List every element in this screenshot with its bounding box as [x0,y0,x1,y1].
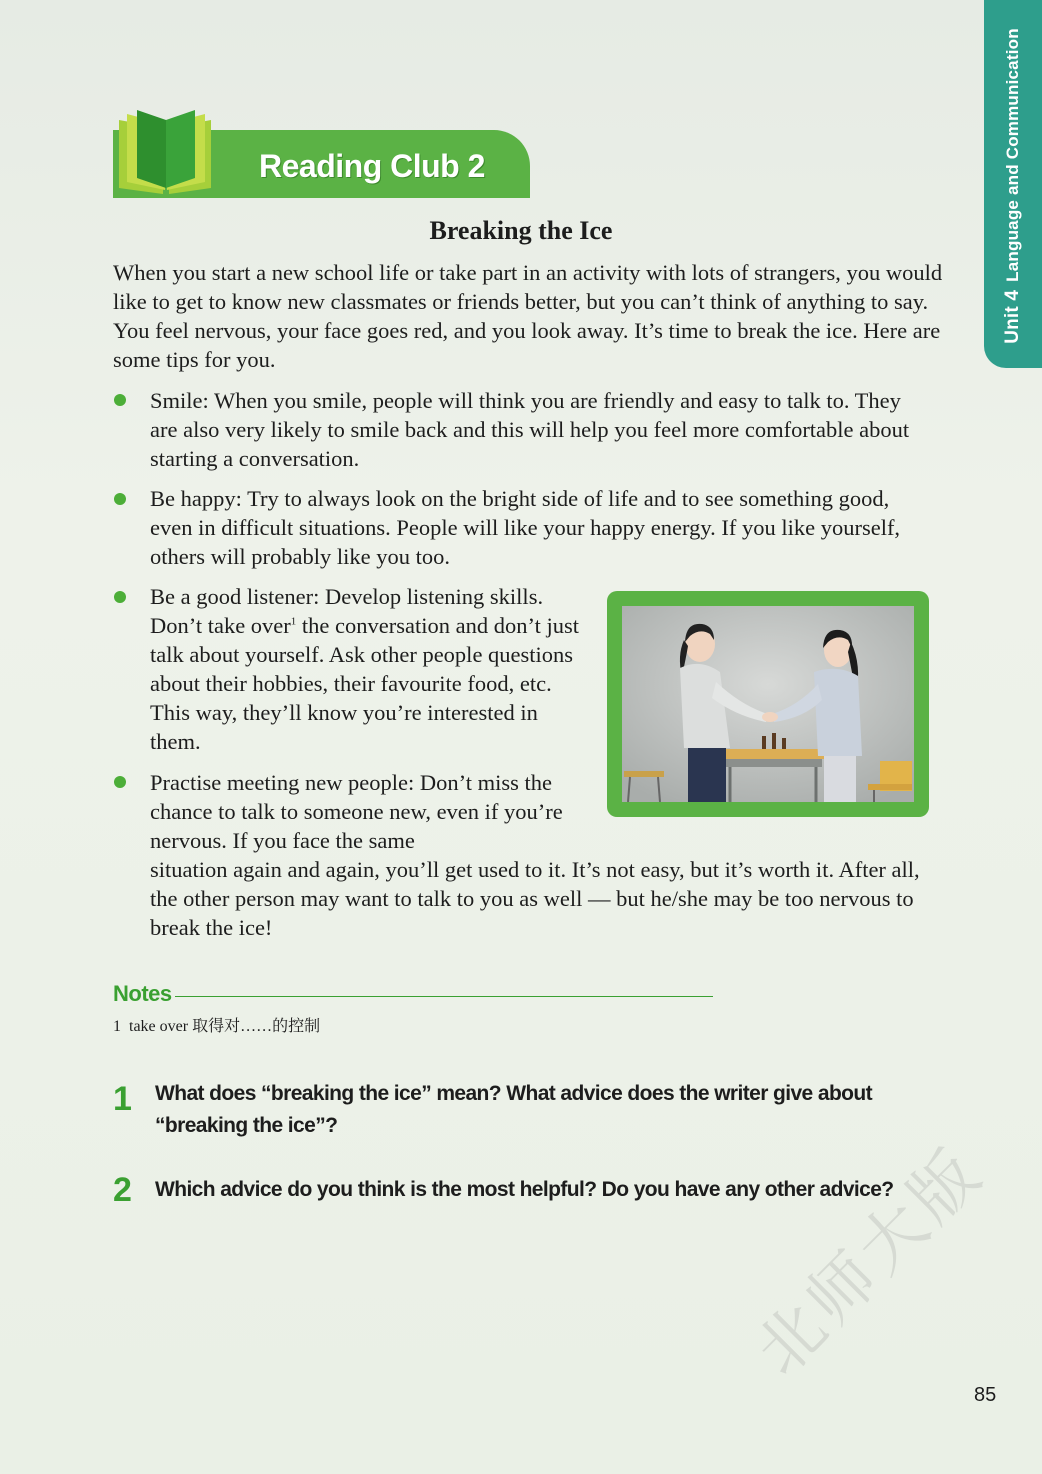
unit-side-tab [984,0,1042,368]
question-2-number: 2 [113,1171,132,1209]
tip-good-listener-text-a: Be a good listener: Develop listening skills. Don’t take over [150,584,544,638]
bullet-icon [114,394,126,406]
note-text: take over 取得对……的控制 [129,1018,321,1035]
note-item [113,1013,320,1036]
question-2-text: Which advice do you think is the most helpful? Do you have any other advice? [155,1178,894,1201]
section-header [113,110,533,202]
bullet-icon [114,776,126,788]
tip-meet-people-wrapped: Practise meeting new people: Don’t miss the chance to talk to someone new, even if you’re nervous. If you face the same [150,770,563,853]
question-1-text: What does “breaking the ice” mean? What advice does the writer give about “breaking the ice”? [155,1082,873,1137]
tip-good-listener-text-b: the conversation and don’t just talk about yourself. Ask other people questions about their hobbies, their favourite food, etc. This way, they’ll know you’re interested in them. [150,613,579,754]
tip-good-listener [150,582,590,756]
notes-label: Notes [113,981,172,1006]
tip-be-happy: Be happy: Try to always look on the bright side of life and to see something good, even in difficult situations. People will like your happy energy. If you like yourself, others will probably like you too. [150,486,901,569]
article-title: Breaking the Ice [429,216,613,245]
note-number: 1 [113,1018,121,1035]
tip-meet-people-continued: situation again and again, you’ll get used to it. It’s not easy, but it’s worth it. After all, the other person may want to talk to you as well — but he/she may be too nervous to break the ice! [150,857,920,940]
open-book-icon [113,110,223,202]
page-number: 85 [974,1384,997,1406]
bullet-icon [114,591,126,603]
tip-smile: Smile: When you smile, people will think you are friendly and easy to talk to. They are also very likely to smile back and this will help you feel more comfortable about starting a conversation. [150,388,910,471]
unit-number: Unit 4 [1002,289,1023,344]
note-reference: 1 [290,615,297,628]
publisher-watermark: 北师大版 [740,1131,999,1391]
section-title: Reading Club 2 [259,148,485,184]
bullet-icon [114,493,126,505]
handshake-photo-image [622,606,914,802]
unit-name: Language and Communication [1003,28,1022,282]
handshake-photo [607,591,929,817]
question-1-number: 1 [113,1080,132,1118]
notes-divider [175,996,713,997]
intro-paragraph: When you start a new school life or take part in an activity with lots of strangers, you would like to get to know new classmates or friends better, but you can’t think of anything to say. You feel nervous, your face goes red, and you look away. It’s time to break the ice. Here are some tips for you. [113,260,943,372]
unit-side-tab-text [1002,28,1024,344]
